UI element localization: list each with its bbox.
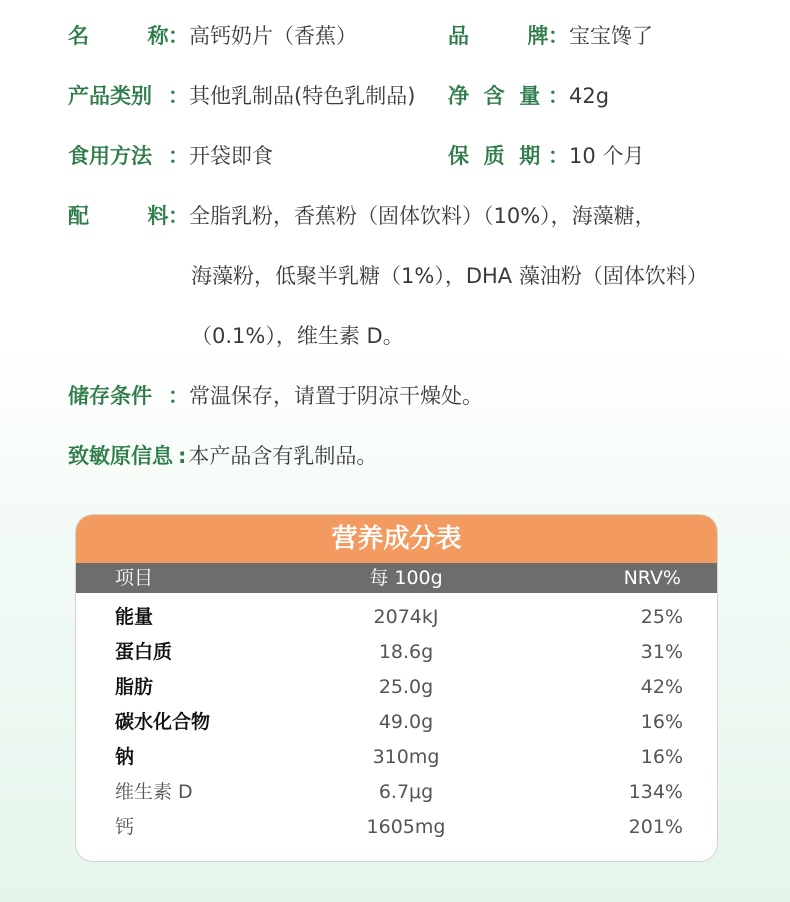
allergen-value: 本产品含有乳制品。 <box>188 444 378 468</box>
ingredients-row <box>68 201 656 231</box>
brand-value: 宝宝馋了 <box>569 24 653 48</box>
net-row <box>448 81 609 111</box>
brand-label: 品 牌 <box>448 24 549 48</box>
allergen-colon: : <box>178 444 187 468</box>
brand-colon: ： <box>548 24 569 48</box>
net-value: 42g <box>569 84 610 108</box>
nutrient-nrv: 201% <box>628 816 683 838</box>
nutrient-nrv: 25% <box>640 606 683 628</box>
net-colon: ： <box>548 84 569 108</box>
nutrition-title: 营养成分表 <box>76 515 717 563</box>
nutrient-name: 钙 <box>115 816 135 838</box>
nutrient-name: 能量 <box>115 606 154 628</box>
storage-label: 储存条件 <box>68 384 152 408</box>
storage-value: 常温保存，请置于阴凉干燥处。 <box>189 384 483 408</box>
nutrient-amount: 2074kJ <box>373 606 439 628</box>
ingredients-line-3: （0.1%），维生素 D。 <box>191 324 404 348</box>
storage-colon: ： <box>168 384 189 408</box>
table-row <box>76 670 718 704</box>
nutrient-amount: 6.7μg <box>378 781 434 803</box>
nutrient-nrv: 31% <box>640 641 683 663</box>
ingredients-line-3-row <box>191 321 404 351</box>
table-row <box>76 705 718 739</box>
nutrient-amount: 1605mg <box>366 816 446 838</box>
nutrient-name: 脂肪 <box>115 676 154 698</box>
ingredients-line-1: 全脂乳粉，香蕉粉（固体饮料）（10%），海藻糖， <box>189 204 656 228</box>
method-colon: ： <box>168 144 189 168</box>
category-label: 产品类别 <box>68 84 152 108</box>
name-label: 名 称 <box>68 24 169 48</box>
brand-row <box>448 21 653 51</box>
shelf-label: 保 质 期 <box>448 144 541 168</box>
nutrient-amount: 310mg <box>372 746 440 768</box>
table-row <box>76 600 718 634</box>
nutrition-table <box>75 514 718 862</box>
nutrition-header <box>76 563 717 593</box>
table-row <box>76 635 718 669</box>
category-value: 其他乳制品(特色乳制品) <box>189 84 416 108</box>
shelf-row <box>448 141 644 171</box>
method-label: 食用方法 <box>68 144 152 168</box>
ingredients-line-2-row <box>191 261 708 291</box>
name-row <box>68 21 357 51</box>
nutrient-name: 碳水化合物 <box>115 711 211 733</box>
table-row <box>76 810 718 844</box>
category-row <box>68 81 415 111</box>
storage-row <box>68 381 483 411</box>
category-colon: ： <box>168 84 189 108</box>
shelf-value: 10 个月 <box>569 144 645 168</box>
ingredients-colon: ： <box>168 204 189 228</box>
nutrient-nrv: 16% <box>640 711 683 733</box>
method-row <box>68 141 273 171</box>
ingredients-line-2: 海藻粉，低聚半乳糖（1%），DHA 藻油粉（固体饮料） <box>191 264 708 288</box>
nutrient-name: 钠 <box>115 746 135 768</box>
name-colon: ： <box>168 24 189 48</box>
nutrient-nrv: 16% <box>640 746 683 768</box>
header-nrv: NRV% <box>623 567 681 589</box>
nutrient-amount: 18.6g <box>378 641 434 663</box>
allergen-label: 致敏原信息 <box>68 444 173 468</box>
method-value: 开袋即食 <box>189 144 273 168</box>
name-value: 高钙奶片（香蕉） <box>189 24 357 48</box>
table-row <box>76 740 718 774</box>
header-per100g: 每 100g <box>369 567 443 589</box>
nutrient-nrv: 42% <box>640 676 683 698</box>
nutrient-amount: 49.0g <box>378 711 434 733</box>
header-item: 项目 <box>115 567 154 589</box>
nutrient-name: 维生素 D <box>115 781 193 803</box>
nutrient-name: 蛋白质 <box>115 641 173 663</box>
shelf-colon: ： <box>548 144 569 168</box>
nutrient-nrv: 134% <box>628 781 683 803</box>
ingredients-label: 配 料 <box>68 204 169 228</box>
allergen-row <box>68 441 377 471</box>
table-row <box>76 775 718 809</box>
nutrient-amount: 25.0g <box>378 676 434 698</box>
net-label: 净 含 量 <box>448 84 541 108</box>
